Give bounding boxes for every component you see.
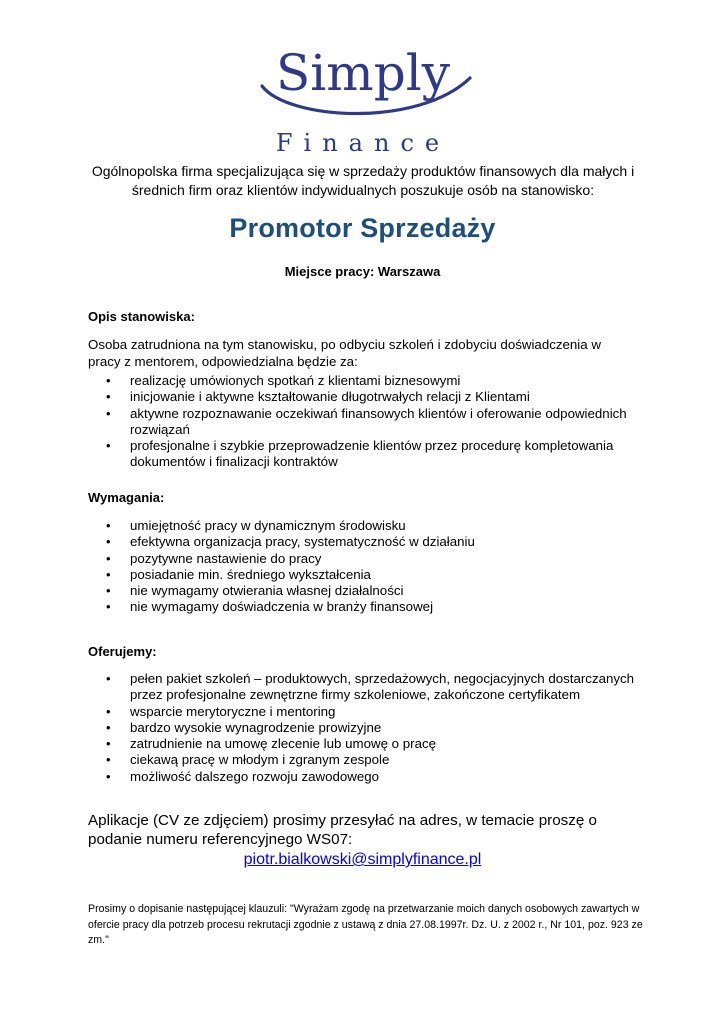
job-title: Promotor Sprzedaży	[229, 213, 496, 243]
logo-name: Simply	[275, 44, 450, 102]
intro-text: Ogólnopolska firma specjalizująca się w sprzedaży produktów finansowych dla małych i średnich firm oraz klientów indywidualnych poszukuje osób na stanowisko:	[91, 163, 635, 198]
email-link[interactable]: piotr.bialkowski@simplyfinance.pl	[243, 851, 482, 868]
list-item: • możliwość dalszego rozwoju zawodowego	[88, 769, 648, 785]
list-item: • nie wymagamy doświadczenia w branży finansowej	[88, 599, 648, 615]
requirements-list	[88, 518, 648, 616]
list-item: • zatrudnienie na umowę zlecenie lub umowę o pracę	[88, 736, 648, 752]
list-item: • bardzo wysokie wynagrodzenie prowizyjne	[88, 720, 648, 736]
description-list	[88, 373, 648, 471]
list-item: • wsparcie merytoryczne i mentoring	[88, 704, 648, 720]
list-item: • posiadanie min. średniego wykształcenia	[88, 567, 648, 583]
list-item: • efektywna organizacja pracy, systematyczność w działaniu	[88, 534, 648, 550]
list-item: • nie wymagamy otwierania własnej działalności	[88, 583, 648, 599]
description-text: Osoba zatrudniona na tym stanowisku, po odbyciu szkoleń i zdobyciu doświadczenia w pracy z mentorem, odpowiedzialna będzie za:	[88, 337, 601, 369]
logo-subtitle: Finance	[275, 129, 450, 156]
requirements-heading: Wymagania:	[88, 490, 165, 505]
consent-clause: Prosimy o dopisanie następującej klauzuli: "Wyrażam zgodę na przetwarzanie moich danych osobowych zawartych w ofercie pracy dla potrzeb procesu rekrutacji zgodnie z ustawą z dnia 27.08.1997r. Dz. U. z 2002 r., Nr 101, poz. 923 ze zm."	[88, 903, 643, 946]
logo-graphic	[248, 38, 478, 156]
list-item: • aktywne rozpoznawanie oczekiwań finansowych klientów i oferowanie odpowiednich rozwiązań	[88, 406, 648, 439]
offer-list	[88, 671, 648, 785]
offer-heading: Oferujemy:	[88, 644, 157, 659]
description-heading: Opis stanowiska:	[88, 309, 195, 324]
company-logo	[0, 38, 725, 156]
list-item: • profesjonalne i szybkie przeprowadzenie klientów przez procedurę kompletowania dokumentów i finalizacji kontraktów	[88, 438, 648, 471]
list-item: • inicjowanie i aktywne kształtowanie długotrwałych relacji z Klientami	[88, 389, 648, 405]
application-instructions: Aplikacje (CV ze zdjęciem) prosimy przesyłać na adres, w temacie proszę o podanie numeru referencyjnego WS07:	[88, 812, 597, 848]
job-location: Miejsce pracy: Warszawa	[284, 264, 441, 279]
list-item: • pełen pakiet szkoleń – produktowych, sprzedażowych, negocjacyjnych dostarczanych przez profesjonalne zewnętrzne firmy szkoleniowe, zakończone certyfikatem	[88, 671, 648, 704]
list-item: • pozytywne nastawienie do pracy	[88, 551, 648, 567]
list-item: • umiejętność pracy w dynamicznym środowisku	[88, 518, 648, 534]
list-item: • realizację umówionych spotkań z klientami biznesowymi	[88, 373, 648, 389]
list-item: • ciekawą pracę w młodym i zgranym zespole	[88, 752, 648, 768]
